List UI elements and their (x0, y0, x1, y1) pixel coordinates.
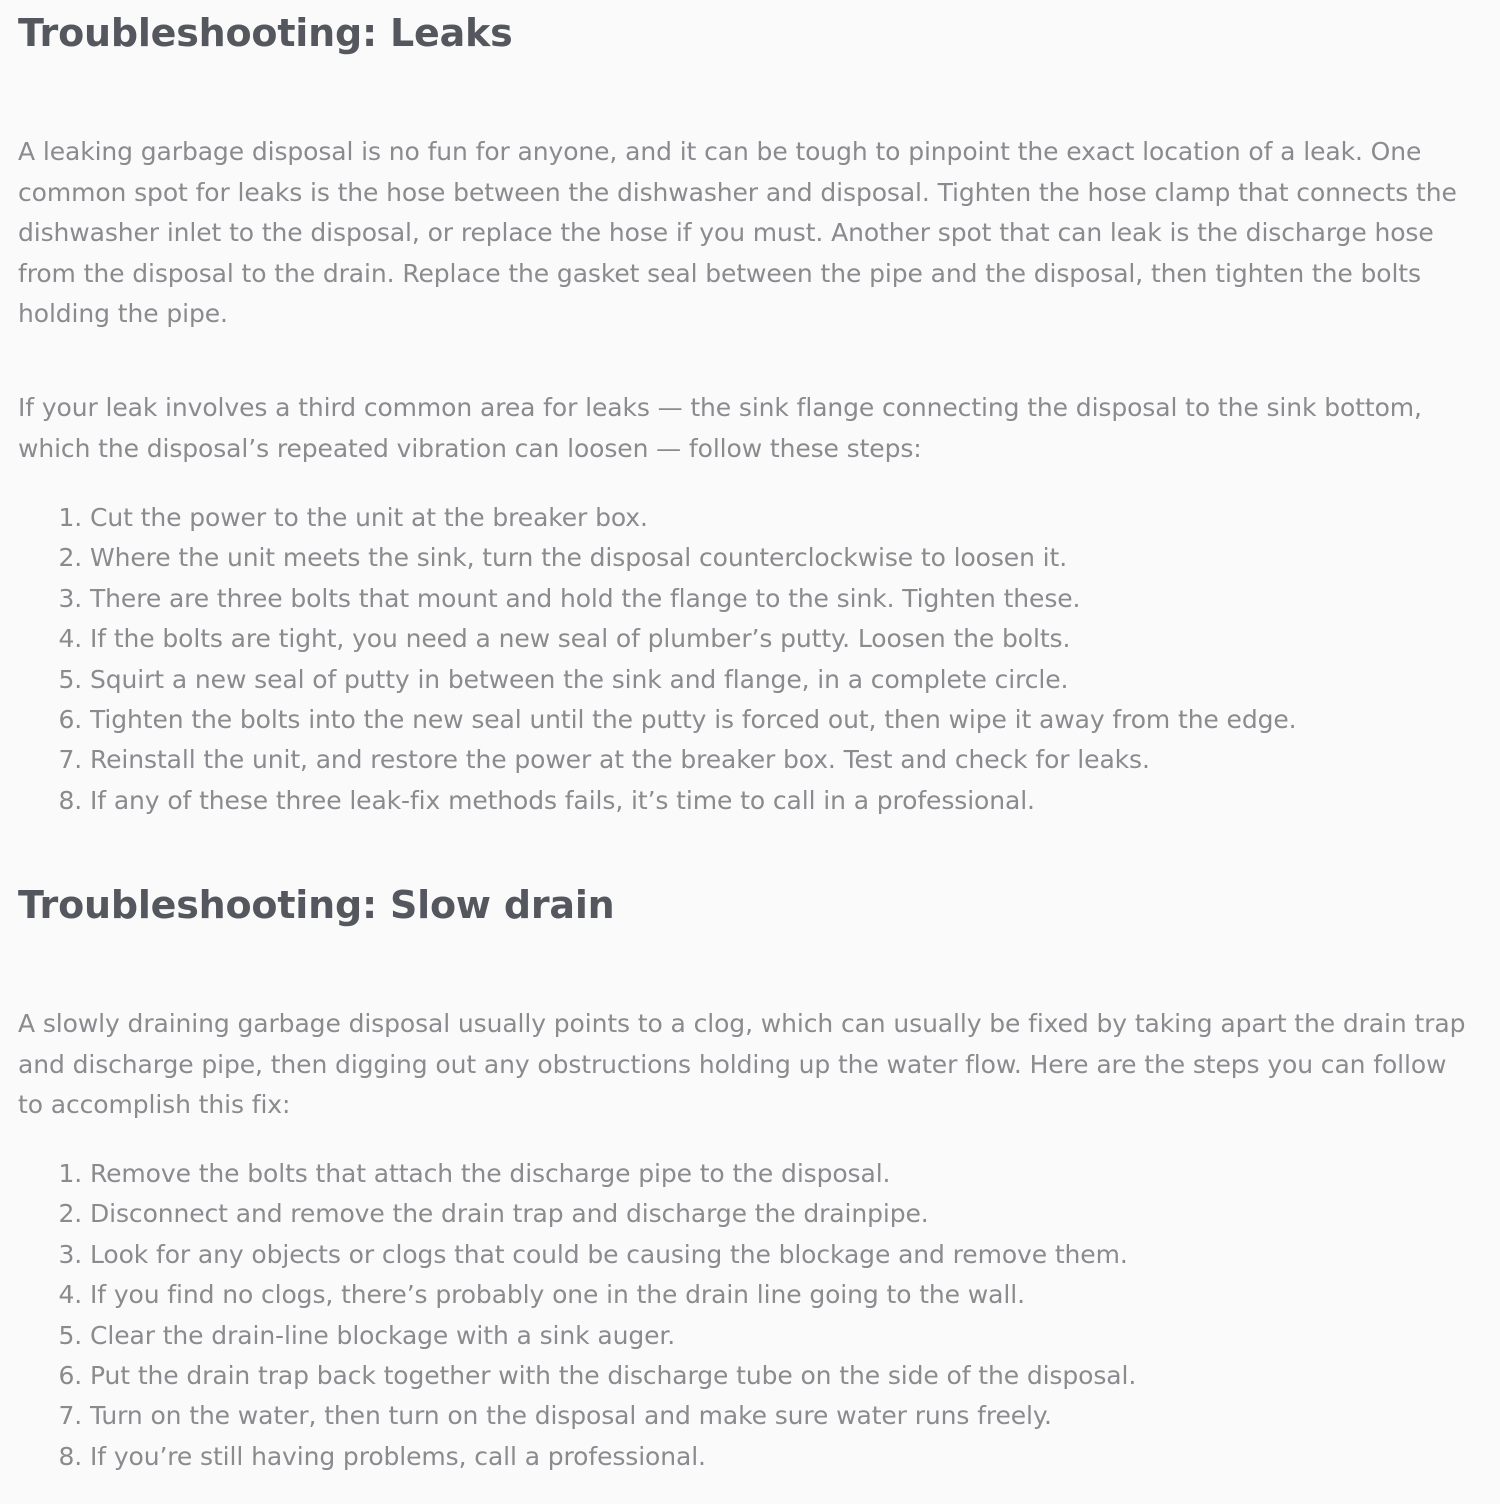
list-item: 6. Tighten the bolts into the new seal until the putty is forced out, then wipe it away from the edge. (90, 700, 1500, 740)
list-item: 1. Cut the power to the unit at the breaker box. (90, 498, 1500, 538)
list-item: 5. Clear the drain-line blockage with a sink auger. (90, 1316, 1500, 1356)
list-item: 2. Where the unit meets the sink, turn the disposal counterclockwise to loosen it. (90, 538, 1500, 578)
list-item: 8. If you’re still having problems, call a professional. (90, 1437, 1500, 1477)
leaks-flange-paragraph: If your leak involves a third common area for leaks — the sink flange connecting the disposal to the sink bottom, which the disposal’s repeated vibration can loosen — follow these steps: (18, 393, 1422, 463)
list-item: 2. Disconnect and remove the drain trap and discharge the drainpipe. (90, 1194, 1500, 1234)
list-item: 5. Squirt a new seal of putty in between the sink and flange, in a complete circle. (90, 660, 1500, 700)
section-heading-slow-drain: Troubleshooting: Slow drain (18, 883, 615, 927)
slow-drain-steps-list (18, 1154, 1500, 1477)
list-item: 7. Reinstall the unit, and restore the power at the breaker box. Test and check for leaks. (90, 740, 1500, 780)
list-item: 3. Look for any objects or clogs that could be causing the blockage and remove them. (90, 1235, 1500, 1275)
leaks-intro-paragraph: A leaking garbage disposal is no fun for anyone, and it can be tough to pinpoint the exact location of a leak. One common spot for leaks is the hose between the dishwasher and disposal. Tighten the hose clamp that connects the dishwasher inlet to the disposal, or replace the hose if you must. Another spot that can leak is the discharge hose from the disposal to the drain. Replace the gasket seal between the pipe and the disposal, then tighten the bolts holding the pipe. (18, 137, 1457, 328)
leaks-steps-list (18, 498, 1500, 821)
list-item: 3. There are three bolts that mount and hold the flange to the sink. Tighten these. (90, 579, 1500, 619)
list-item: 4. If you find no clogs, there’s probably one in the drain line going to the wall. (90, 1275, 1500, 1315)
list-item: 6. Put the drain trap back together with the discharge tube on the side of the disposal. (90, 1356, 1500, 1396)
list-item: 4. If the bolts are tight, you need a new seal of plumber’s putty. Loosen the bolts. (90, 619, 1500, 659)
section-heading-leaks: Troubleshooting: Leaks (18, 11, 513, 55)
list-item: 7. Turn on the water, then turn on the disposal and make sure water runs freely. (90, 1396, 1500, 1436)
list-item: 8. If any of these three leak-fix methods fails, it’s time to call in a professional. (90, 781, 1500, 821)
slow-drain-intro-paragraph: A slowly draining garbage disposal usually points to a clog, which can usually be fixed by taking apart the drain trap and discharge pipe, then digging out any obstructions holding up the water flow. Here are the steps you can follow to accomplish this fix: (18, 1009, 1466, 1119)
list-item: 1. Remove the bolts that attach the discharge pipe to the disposal. (90, 1154, 1500, 1194)
